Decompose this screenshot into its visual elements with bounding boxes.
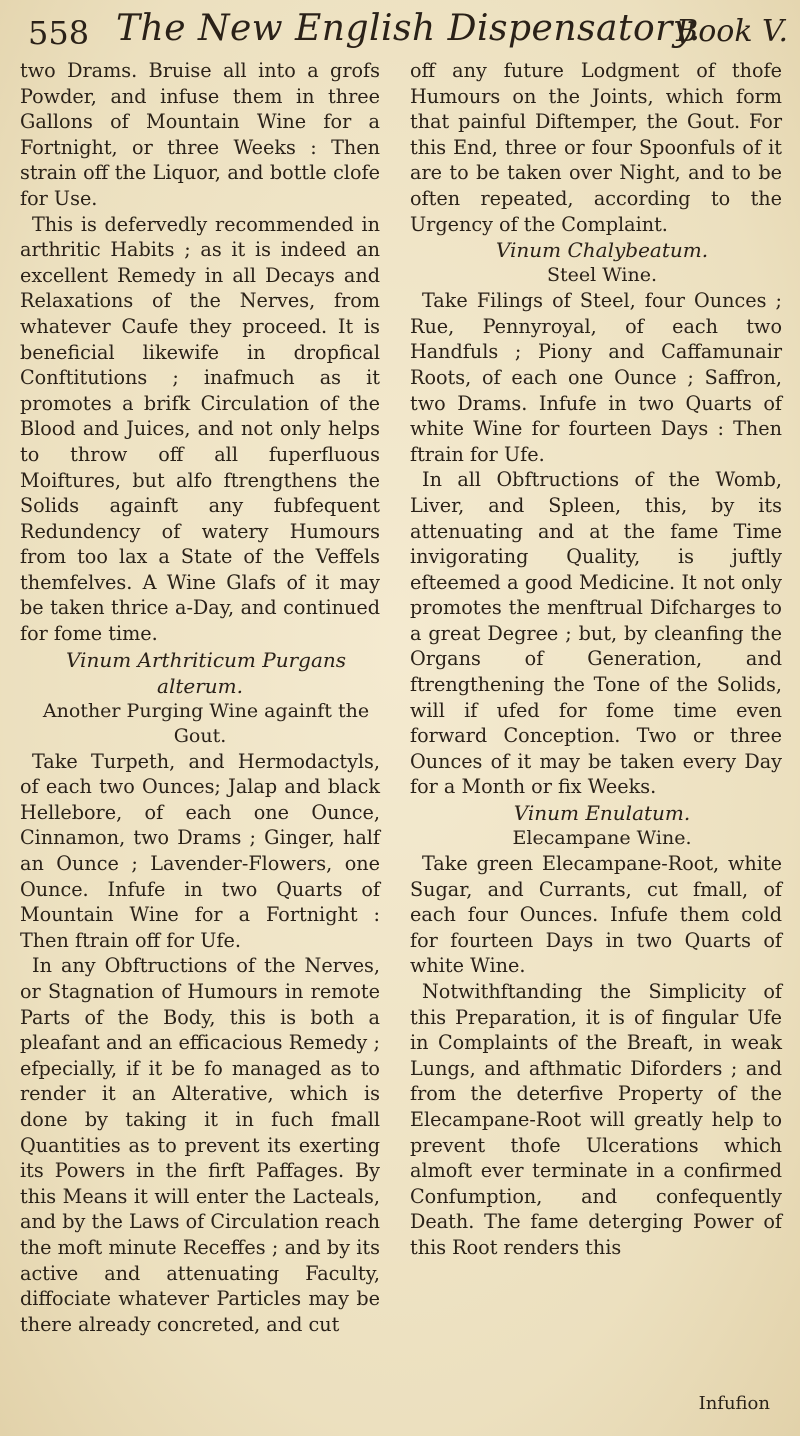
running-title: The New English Dispensatory. bbox=[116, 8, 701, 49]
left-column bbox=[20, 58, 380, 1337]
page-number: 558 bbox=[28, 14, 90, 52]
paragraph: Take Filings of Steel, four Ounces ; Rue, Pennyroyal, of each two Handfuls ; Piony and Caffamunair Roots, of each one Ounce ; Saffron, two Drams. Infufe in two Quarts of white Wine for fourteen Days : Then ftrain for Ufe. bbox=[410, 289, 782, 466]
recipe-title: Vinum Arthriticum Purgans alterum. bbox=[65, 647, 347, 698]
paragraph: Take green Elecampane-Root, white Sugar, and Currants, cut fmall, of each four Ounces. Infufe them cold for fourteen Days in two Quarts of white Wine. bbox=[410, 852, 782, 978]
page-header bbox=[28, 8, 788, 54]
paragraph: two Drams. Bruise all into a grofs Powder, and infuse them in three Gallons of Mountain Wine for a Fortnight, or three Weeks : Then strain off the Liquor, and bottle clofe for Use. bbox=[20, 59, 380, 210]
recipe-title: Vinum Enulatum. bbox=[513, 801, 691, 826]
paragraph: Notwithftanding the Simplicity of this Preparation, it is of fingular Ufe in Complaints of the Breaft, in weak Lungs, and afthmatic Diforders ; and from the deterfive Property of the Elecampane-Root will greatly help to prevent thofe Ulcerations which almoft ever terminate in a confirmed Confumption, and confequently Death. The fame deterging Power of this Root renders this bbox=[410, 980, 782, 1259]
paragraph: In all Obftructions of the Womb, Liver, and Spleen, this, by its attenuating and at the fame Time invigorating Quality, is juftly efteemed a good Medicine. It not only promotes the menftrual Difcharges to a great Degree ; but, by cleanfing the Organs of Generation, and ftrengthening the Tone of the Solids, will if ufed for fome time even forward Conception. Two or three Ounces of it may be taken every Day for a Month or fix Weeks. bbox=[410, 468, 782, 799]
recipe-subtitle: Elecampane Wine. bbox=[512, 827, 692, 850]
paragraph: off any future Lodgment of thofe Humours on the Joints, which form that painful Diftemper, the Gout. For this End, three or four Spoonfuls of it are to be taken over Night, and to be often repeated, according to the Urgency of the Complaint. bbox=[410, 59, 782, 236]
recipe-subtitle: Steel Wine. bbox=[546, 264, 658, 287]
recipe-subtitle: Another Purging Wine againft the Gout. bbox=[42, 699, 370, 747]
paragraph: This is defervedly recommended in arthritic Habits ; as it is indeed an excellent Remedy in all Decays and Relaxations of the Nerves, from whatever Caufe they proceed. It is beneficial likewife in dropfical Conftitutions ; inafmuch as it promotes a brifk Circulation of the Blood and Juices, and not only helps to throw off all fuperfluous Moiftures, but alfo ftrengthens the Solids againft any fubfequent Redundency of watery Humours from too lax a State of the Veffels themfelves. A Wine Glafs of it may be taken thrice a-Day, and continued for fome time. bbox=[20, 212, 380, 646]
paragraph: In any Obftructions of the Nerves, or Stagnation of Humours in remote Parts of the Body, this is both a pleafant and an efficacious Remedy ; efpecially, if it be fo managed as to render it an Alterative, which is done by taking it in fuch fmall Quantities as to prevent its exerting its Powers in the firft Paffages. By this Means it will enter the Lacteals, and by the Laws of Circulation reach the moft minute Receffes ; and by its active and attenuating Faculty, diffociate whatever Particles may be there already concreted, and cut bbox=[20, 954, 380, 1336]
right-column bbox=[410, 58, 782, 1261]
book-reference: Book V. bbox=[676, 14, 788, 49]
catchword: Infufion bbox=[698, 1393, 770, 1414]
recipe-title: Vinum Chalybeatum. bbox=[495, 238, 709, 263]
paragraph: Take Turpeth, and Hermodactyls, of each two Ounces; Jalap and black Hellebore, of each one Ounce, Cinnamon, two Drams ; Ginger, half an Ounce ; Lavender-Flowers, one Ounce. Infufe in two Quarts of Mountain Wine for a Fortnight : Then ftrain off for Ufe. bbox=[20, 749, 380, 952]
